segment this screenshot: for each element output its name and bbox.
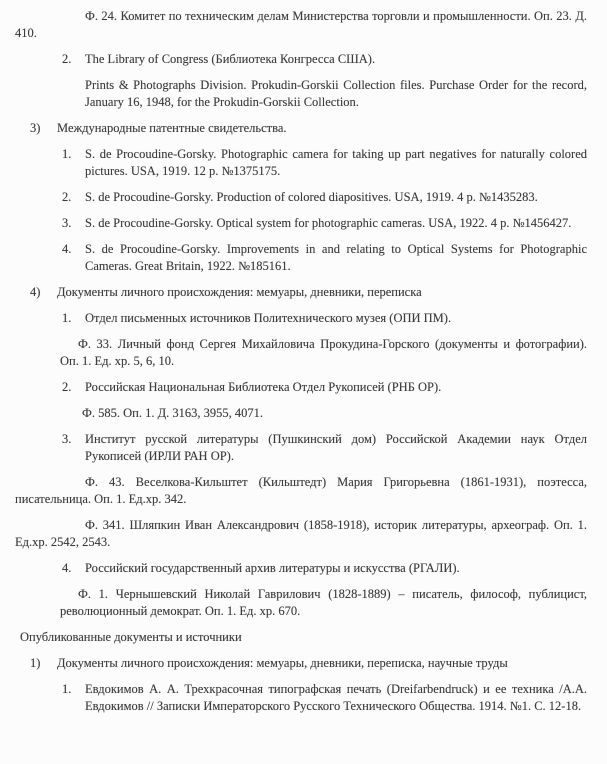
list-item-text: Отдел письменных источников Политехнического музея (ОПИ ПМ). — [85, 311, 452, 325]
archive-ref-fond-33: Ф. 33. Личный фонд Сергея Михайловича Прокудина-Горского (документы и фотографии). Оп. 1. Ед. хр. 5, 6, 10. — [60, 337, 587, 368]
source-item-rgali — [62, 560, 587, 577]
list-item-text: S. de Procoudine-Gorsky. Photographic camera for taking up part negatives for naturally colored pictures. USA, 1919. 12 p. №1375175. — [85, 147, 587, 178]
list-item-number: 1. — [62, 147, 72, 161]
patent-item-3 — [62, 215, 587, 232]
section-number: 1) — [30, 656, 41, 670]
list-item-text: Российская Национальная Библиотека Отдел Рукописей (РНБ ОР). — [85, 380, 442, 394]
list-item-number: 2. — [62, 52, 72, 66]
list-item-text: S. de Procoudine-Gorsky. Optical system for photographic cameras. USA, 1922. 4 p. №1456427. — [85, 216, 572, 230]
list-item-number: 1. — [62, 682, 72, 696]
reference-evdokimov — [62, 681, 587, 715]
list-item-text: The Library of Congress (Библиотека Конгресса США). — [85, 52, 376, 66]
list-item-number: 2. — [62, 380, 72, 394]
section-title: Документы личного происхождения: мемуары, дневники, переписка — [57, 285, 422, 299]
list-item-text: Евдокимов А. А. Трехкрасочная типографская печать (Dreifarbendruck) и ее техника /А.А. Евдокимов // Записки Императорского Русского Технического Общества. 1914. №1. С. 12-18. — [85, 682, 587, 713]
archive-ref-fond-585: Ф. 585. Оп. 1. Д. 3163, 3955, 4071. — [82, 406, 263, 420]
source-item-irli-ran-or — [62, 431, 587, 465]
list-item-text: S. de Procoudine-Gorsky. Production of colored diapositives. USA, 1919. 4 p. №1435283. — [85, 190, 538, 204]
patent-item-4 — [62, 241, 587, 275]
list-item-text: Российский государственный архив литературы и искусства (РГАЛИ). — [85, 561, 460, 575]
section-published-personal-docs — [30, 655, 587, 672]
section-title: Международные патентные свидетельства. — [57, 121, 287, 135]
source-item-library-of-congress — [62, 51, 587, 68]
patent-item-1 — [62, 146, 587, 180]
list-item-number: 4. — [62, 561, 72, 575]
section-patents — [30, 120, 587, 137]
list-item-number: 3. — [62, 432, 72, 446]
archive-ref-fond-341: Ф. 341. Шляпкин Иван Александрович (1858-1918), историк литературы, археограф. Оп. 1. Ед.хр. 2542, 2543. — [15, 518, 587, 549]
section-number: 4) — [30, 285, 41, 299]
list-item-number: 4. — [62, 242, 72, 256]
section-title: Документы личного происхождения: мемуары, дневники, переписка, научные труды — [57, 656, 508, 670]
source-item-opi-pm — [62, 310, 587, 327]
archive-ref-fond-24: Ф. 24. Комитет по техническим делам Министерства торговли и промышленности. Оп. 23. Д. 410. — [15, 9, 587, 40]
archive-ref-fond-1: Ф. 1. Чернышевский Николай Гаврилович (1828-1889) – писатель, философ, публицист, революционный демократ. Оп. 1. Ед. хр. 670. — [60, 587, 587, 618]
source-item-rnb-or — [62, 379, 587, 396]
patent-item-2 — [62, 189, 587, 206]
list-item-number: 1. — [62, 311, 72, 325]
section-number: 3) — [30, 121, 41, 135]
archive-ref-fond-43: Ф. 43. Веселкова-Кильштет (Кильштедт) Мария Григорьевна (1861-1931), поэтесса, писательница. Оп. 1. Ед.хр. 342. — [15, 475, 587, 506]
section-personal-documents — [30, 284, 587, 301]
list-item-number: 2. — [62, 190, 72, 204]
list-item-text: S. de Procoudine-Gorsky. Improvements in and relating to Optical Systems for Photographic Cameras. Great Britain, 1922. №185161. — [85, 242, 587, 273]
published-sources-heading: Опубликованные документы и источники — [20, 630, 242, 644]
list-item-text: Институт русской литературы (Пушкинский дом) Российской Академии наук Отдел Рукописей (ИРЛИ РАН ОР). — [85, 432, 587, 463]
loc-collection-note: Prints & Photographs Division. Prokudin-Gorskii Collection files. Purchase Order for the record, January 16, 1948, for the Prokudin-Gorskii Collection. — [85, 78, 587, 109]
list-item-number: 3. — [62, 216, 72, 230]
